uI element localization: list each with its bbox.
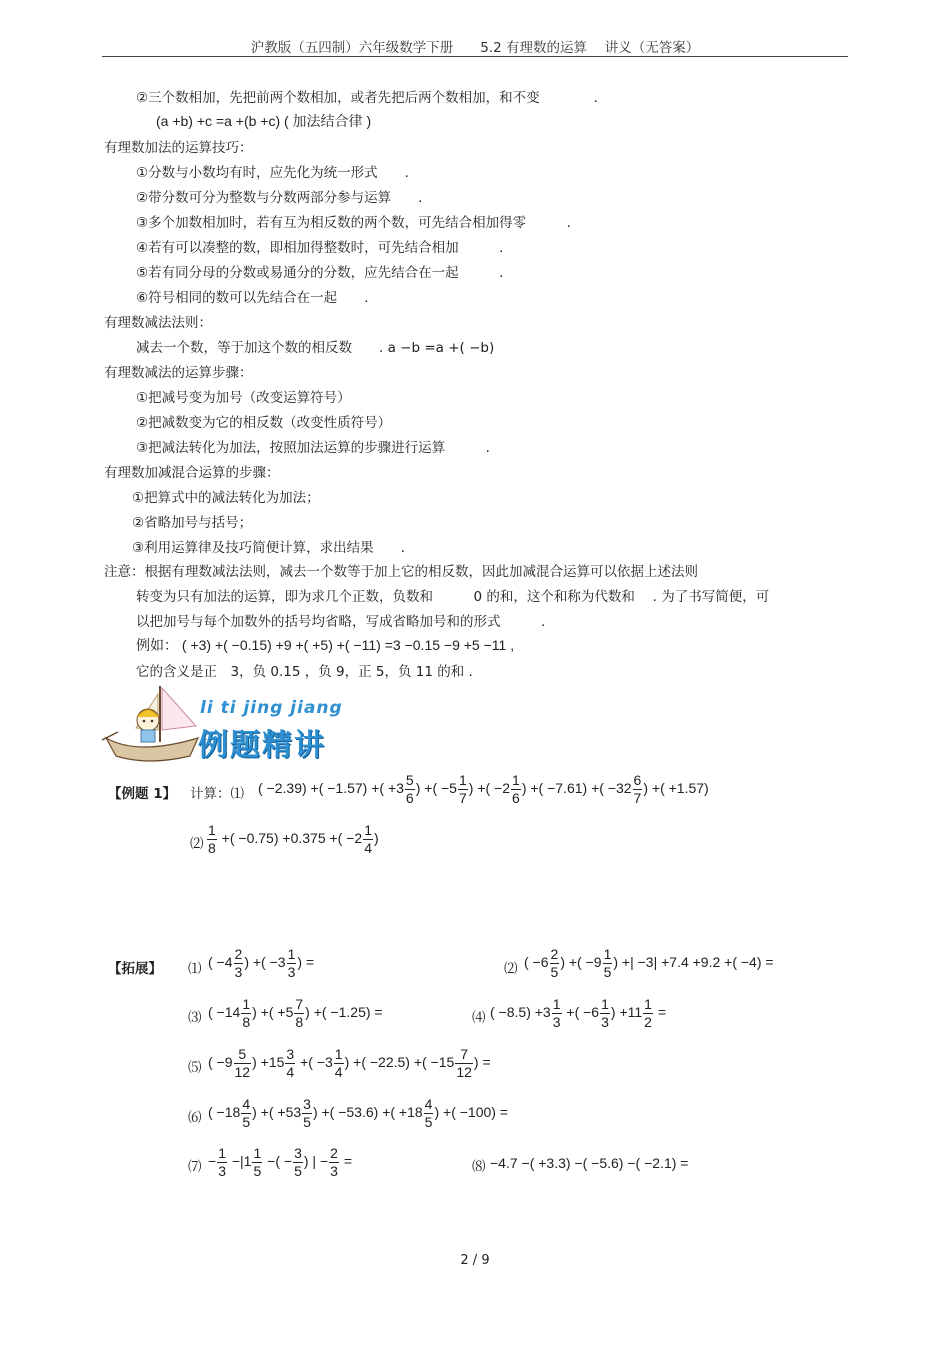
- text-line: ⑥符号相同的数可以先结合在一起 .: [136, 290, 369, 306]
- banner-pinyin: li ti jing jiang: [200, 698, 343, 718]
- expand-item-number: ⑵: [504, 961, 518, 977]
- note-line: 以把加号与每个加数外的括号均省略，写成省略加号和的形式 .: [136, 614, 546, 630]
- expand-expression-6: ( −18 $\frac{4}{5}$ ) +( +53 $\frac{3}{5}$ ) +( −53.6) +( +18 $\frac{4}{5}$ ) +( −100) =: [208, 1096, 509, 1130]
- note-line: 转变为只有加法的运算，即为求几个正数，负数和 0 的和，这个和称为代数和 . 为了书写简便，可: [136, 589, 770, 605]
- example-line: 它的含义是正 3，负 0.15 ，负 9，正 5，负 11 的和 .: [136, 664, 473, 680]
- text-line: ②三个数相加，先把前两个数相加，或者先把后两个数相加，和不变 .: [136, 90, 598, 106]
- section-heading: 有理数加法的运算技巧：: [104, 140, 253, 156]
- formula-line: (a +b) +c =a +(b +c) ( 加法结合律 ): [156, 113, 372, 129]
- section-heading: 有理数减法法则：: [104, 315, 212, 331]
- example-line: 例如： ( +3) +( −0.15) +9 +( +5) +( −11) =3 −0.15 −9 +5 −11 ,: [136, 637, 515, 653]
- expand-item-number: ⑶: [188, 1010, 202, 1026]
- expand-expression-4: ( −8.5) +3 $\frac{1}{3}$ +( −6 $\frac{1}{3}$ ) +11 $\frac{1}{2}$ =: [490, 996, 667, 1030]
- expand-expression-5: ( −9 $\frac{5}{12}$ ) +15 $\frac{3}{4}$ +( −3 $\frac{1}{4}$ ) +( −22.5) +( −15 $\frac{7}{12}$ ) =: [208, 1046, 491, 1080]
- example-part2-label: ⑵: [190, 836, 204, 852]
- text-line: ②把减数变为它的相反数（改变性质符号）: [136, 415, 392, 431]
- expand-label: 【拓展】: [108, 961, 162, 977]
- text-line: ②带分数可分为整数与分数两部分参与运算 .: [136, 190, 423, 206]
- expand-expression-1: ( −4 $\frac{2}{3}$ ) +( −3 $\frac{1}{3}$ ) =: [208, 946, 315, 980]
- note-line: 注意：根据有理数减法法则，减去一个数等于加上它的相反数，因此加减混合运算可以依据上述法则: [104, 564, 698, 580]
- page-header: 沪教版（五四制）六年级数学下册 5.2 有理数的运算 讲义（无答案）: [250, 40, 700, 56]
- expand-item-number: ⑻: [472, 1159, 486, 1175]
- banner-title: 例题精讲: [198, 728, 326, 763]
- text-line: ①分数与小数均有时，应先化为统一形式 .: [136, 165, 409, 181]
- expand-item-number: ⑷: [472, 1010, 486, 1026]
- page-number: 2 / 9: [460, 1253, 490, 1268]
- text-line: ④若有可以凑整的数，即相加得整数时，可先结合相加 .: [136, 240, 504, 256]
- text-line: ①把减号变为加号（改变运算符号）: [136, 390, 351, 406]
- text-line: ③利用运算律及技巧简便计算，求出结果 .: [132, 540, 405, 556]
- example-prefix: 计算：⑴: [190, 786, 244, 802]
- expand-item-number: ⑴: [188, 961, 202, 977]
- example-label: 【例题 1】: [108, 786, 177, 802]
- text-line: ②省略加号与括号；: [132, 515, 253, 531]
- example1-expression-1: ( −2.39) +( −1.57) +( +3 $\frac{5}{6}$ ) +( −5 $\frac{1}{7}$ ) +( −2 $\frac{1}{6}$ ) +( −7.61) +( −32 $\frac{6}{7}$ ) +( +1.57): [258, 772, 709, 806]
- expand-expression-2: ( −6 $\frac{2}{5}$ ) +( −9 $\frac{1}{5}$ ) +| −3| +7.4 +9.2 +( −4) =: [524, 946, 774, 980]
- section-heading: 有理数加减混合运算的步骤：: [104, 465, 280, 481]
- expand-expression-7: − $\frac{1}{3}$ −|1 $\frac{1}{5}$ −( − $\frac{3}{5}$ ) | − $\frac{2}{3}$ =: [208, 1145, 353, 1179]
- example1-expression-2: $\frac{1}{8}$ +( −0.75) +0.375 +( −2 $\frac{1}{4}$ ): [208, 822, 379, 856]
- text-line: 减去一个数，等于加这个数的相反数 . a −b =a +( −b): [136, 340, 495, 356]
- text-line: ③把减法转化为加法，按照加法运算的步骤进行运算 .: [136, 440, 490, 456]
- expand-expression-3: ( −14 $\frac{1}{8}$ ) +( +5 $\frac{7}{8}$ ) +( −1.25) =: [208, 996, 383, 1030]
- expand-item-number: ⑸: [188, 1060, 202, 1076]
- expand-item-number: ⑺: [188, 1159, 202, 1175]
- expand-item-number: ⑹: [188, 1110, 202, 1126]
- section-heading: 有理数减法的运算步骤：: [104, 365, 253, 381]
- text-line: ③多个加数相加时，若有互为相反数的两个数，可先结合相加得零 .: [136, 215, 571, 231]
- expand-expression-8: −4.7 −( +3.3) −( −5.6) −( −2.1) =: [490, 1155, 689, 1171]
- text-line: ①把算式中的减法转化为加法；: [132, 490, 320, 506]
- header-rule: [102, 56, 848, 57]
- text-line: ⑤若有同分母的分数或易通分的分数，应先结合在一起 .: [136, 265, 504, 281]
- sailboat-girl-illustration: [98, 680, 208, 770]
- example-banner: [98, 680, 348, 770]
